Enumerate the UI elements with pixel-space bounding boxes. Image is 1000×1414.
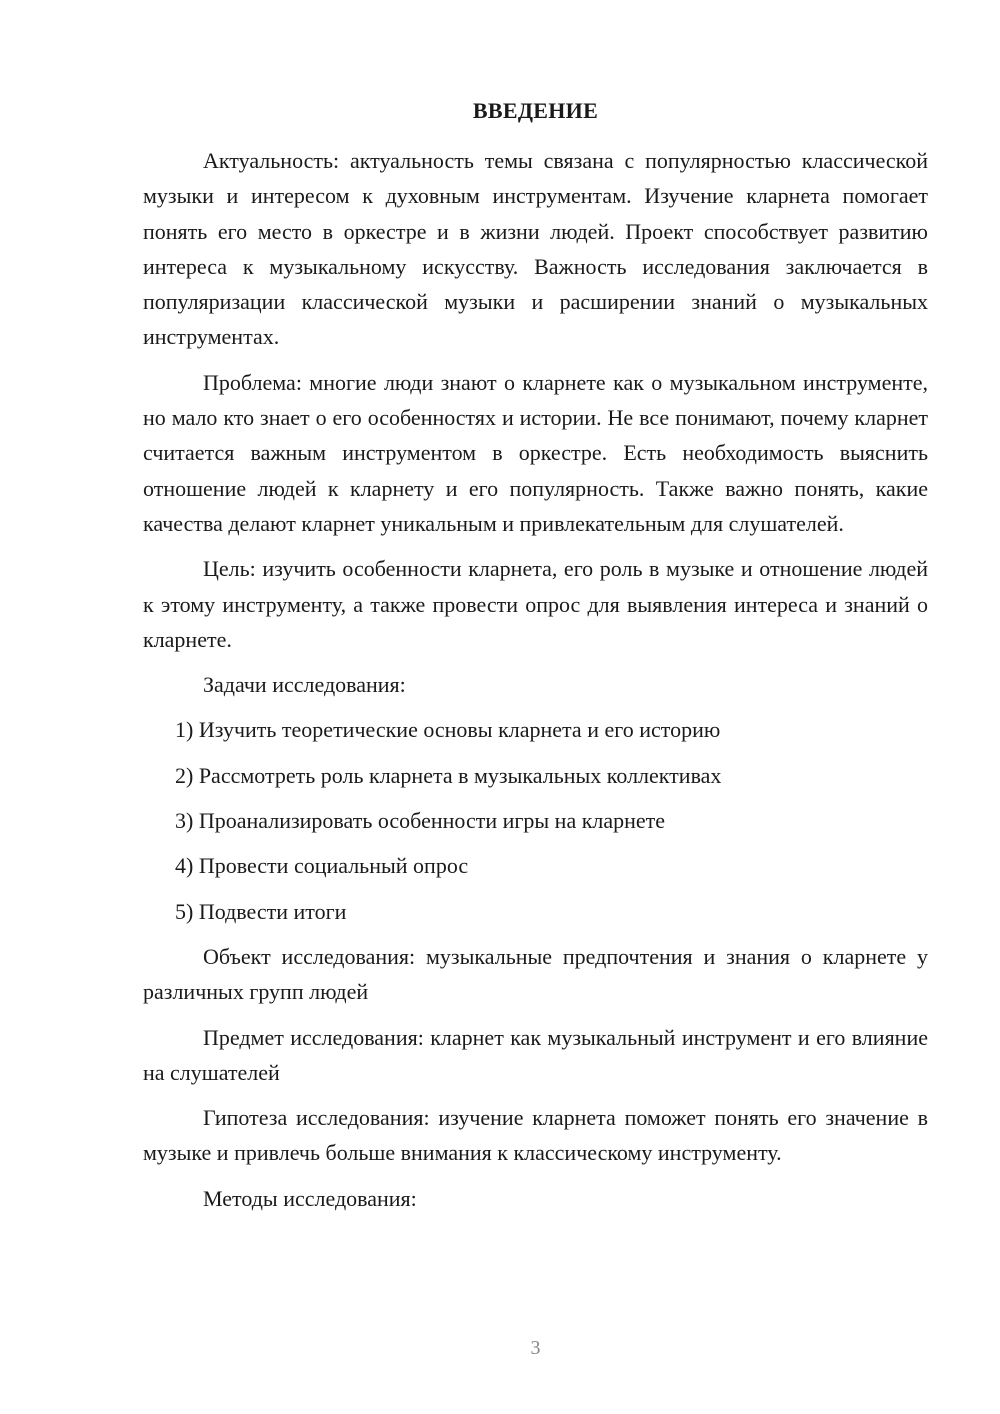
paragraph-relevance: Актуальность: актуальность темы связана с популярностью классической музыки и интересом к духовным инструментам. Изучение кларнета помогает понять его место в оркестре и в жизни людей. Проект способствует развитию интереса к музыкальному искусству. Важность исследования заключается в популяризации классической музыки и расширении знаний о музыкальных инструментах. (143, 148, 928, 350)
paragraph-subject: Предмет исследования: кларнет как музыкальный инструмент и его влияние на слушателей (143, 1024, 928, 1085)
list-item: 2) Рассмотреть роль кларнета в музыкальных коллективах (175, 762, 722, 788)
document-body (143, 143, 928, 1226)
paragraph-hypothesis: Гипотеза исследования: изучение кларнета поможет понять его значение в музыке и привлечь больше внимания к классическому инструменту. (143, 1105, 928, 1166)
list-item: 1) Изучить теоретические основы кларнета и его историю (175, 717, 721, 743)
paragraph-object: Объект исследования: музыкальные предпочтения и знания о кларнете у различных групп людей (143, 943, 928, 1005)
section-heading: ВВЕДЕНИЕ (472, 98, 599, 123)
document-page (143, 0, 928, 1414)
list-item: 5) Подвести итоги (175, 898, 347, 924)
list-item: 4) Провести социальный опрос (175, 853, 469, 879)
list-item: 3) Проанализировать особенности игры на кларнете (175, 808, 666, 834)
page-number: 3 (530, 1337, 541, 1359)
paragraph-tasks-heading: Задачи исследования: (203, 672, 406, 698)
paragraph-problem: Проблема: многие люди знают о кларнете как о музыкальном инструменте, но мало кто знает о его особенностях и истории. Не все понимают, почему кларнет считается важным инструментом в оркестре. Есть необходимость выяснить отношение людей к кларнету и его популярность. Также важно понять, какие качества делают кларнет уникальным и привлекательным для слушателей. (143, 369, 928, 536)
tasks-list (143, 712, 928, 928)
paragraph-methods-heading: Методы исследования: (203, 1185, 417, 1211)
paragraph-goal: Цель: изучить особенности кларнета, его роль в музыке и отношение людей к этому инструменту, а также провести опрос для выявления интереса и знаний о кларнете. (143, 556, 928, 652)
